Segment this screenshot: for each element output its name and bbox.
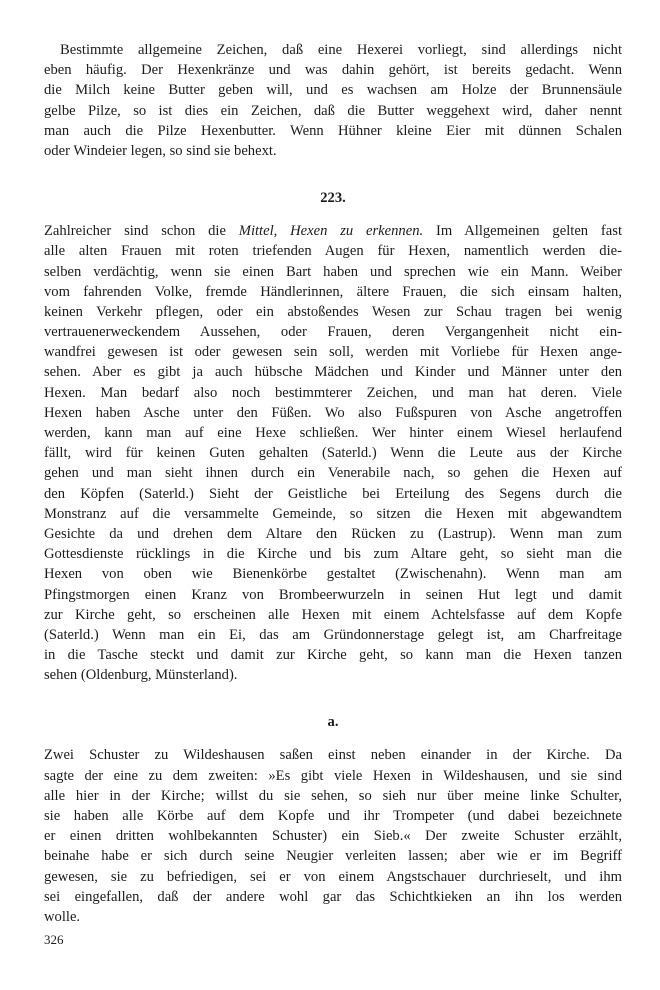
text-line: gewesen, sie zu befriedigen, sei er von einem Angstschauer durchrieselt, und ihm <box>44 868 622 885</box>
text-line: zur Kirche geht, so erscheinen alle Hexen mit einem Achtelsfasse auf dem Kopfe <box>44 606 622 623</box>
text-line: gehen und man sieht ihnen durch ein Venerabile nach, so gehen die Hexen auf <box>44 465 622 482</box>
text-line: Hexen von oben wie Bienenkörbe gestaltet (Zwischenahn). Wenn man am <box>44 566 622 583</box>
italic-phrase: Mittel, Hexen zu erkennen. <box>238 223 424 240</box>
text-line: werden, kann man auf eine Hexe schließen. Wer hinter einem Wiesel herlaufend <box>44 425 622 441</box>
text-line: Pfingstmorgen einen Kranz von Brombeerwurzeln in seinen Hut legt und damit <box>44 586 622 603</box>
text-line: alle hier in der Kirche; willst du sie sehen, so sieh nur über meine linke Schulter, <box>44 787 622 804</box>
text-segment: Im Allgemeinen gelten fast <box>423 223 622 240</box>
text-line: alle alten Frauen mit roten triefenden Augen für Hexen, namentlich werden die- <box>44 243 622 260</box>
text-line: Gesichte da und drehen dem Altare den Rücken zu (Lastrup). Wenn man zum <box>44 525 622 542</box>
text-line: sie haben alle Körbe auf dem Kopfe und ihr Trompeter (und dabei bezeichnete <box>44 808 622 824</box>
text-line: Bestimmte allgemeine Zeichen, daß eine Hexerei vorliegt, sind allerdings nicht <box>60 42 622 58</box>
section-letter-a: a. <box>327 714 339 731</box>
text-line: sehen (Oldenburg, Münsterland). <box>44 667 238 684</box>
text-line: Hexen haben Asche unter den Füßen. Wo also Fußspuren von Asche angetroffen <box>44 404 622 421</box>
text-line: selben verdächtig, wenn sie einen Bart haben und sprechen wie ein Mann. Weiber <box>44 263 622 280</box>
paragraph-hexerei-zeichen <box>44 40 622 161</box>
text-line: wandfrei gewesen ist oder gewesen sein soll, werden mit Vorliebe für Hexen ange- <box>44 344 622 361</box>
text-line: man auch die Pilze Hexenbutter. Wenn Hühner kleine Eier mit dünnen Schalen <box>44 122 622 139</box>
text-line: er einen dritten wohlbekannten Schuster) ein Sieb.« Der zweite Schuster erzählt, <box>44 828 622 845</box>
section-number-223: 223. <box>320 190 346 207</box>
text-line: oder Windeier legen, so sind sie behext. <box>44 142 277 159</box>
text-line: Hexen. Man bedarf also noch bestimmterer Zeichen, und man hat deren. Viele <box>44 384 622 401</box>
page-body <box>44 40 622 927</box>
text-line: vom fahrenden Volke, fremde Händlerinnen, ältere Frauen, die sich einsam halten, <box>44 283 622 300</box>
text-line: beinahe habe er sich durch seine Neugier verleiten lassen; aber wie er im Begriff <box>44 848 622 865</box>
text-segment: Zahlreicher sind schon die <box>44 223 239 240</box>
text-line: Gottesdienste rücklings in die Kirche und bis zum Altare geht, so sieht man die <box>44 546 622 563</box>
text-line: fällt, wird für keinen Guten gehalten (Saterld.) Wenn die Leute aus der Kirche <box>44 445 622 462</box>
paragraph-zwei-schuster <box>44 745 622 927</box>
text-line: sei eingefallen, daß der andere wohl gar das Schichtkieken an ihn los werden <box>44 888 622 905</box>
page-number: 326 <box>44 932 64 947</box>
text-line: in die Tasche steckt und damit zur Kirche geht, so kann man die Hexen tanzen <box>44 647 622 664</box>
text-line: eben häufig. Der Hexenkränze und was dahin gehört, ist bereits gedacht. Wenn <box>44 62 622 79</box>
text-line: die Milch keine Butter geben will, und es wachsen am Holze der Brunnensäule <box>44 82 622 99</box>
text-line: wolle. <box>44 908 81 925</box>
paragraph-mittel-hexen-erkennen <box>44 221 622 685</box>
text-line: vertrauenerweckendem Aussehen, oder Frauen, deren Vergangenheit nicht ein- <box>44 324 622 341</box>
text-line: (Saterld.) Wenn man ein Ei, das am Gründonnerstage gelegt ist, am Charfreitage <box>44 626 622 643</box>
text-line: gelbe Pilze, so ist dies ein Zeichen, daß die Butter weggehext wird, daher nennt <box>44 102 622 119</box>
text-line: den Köpfen (Saterld.) Sieht der Geistliche bei Erteilung des Segens durch die <box>44 485 622 502</box>
text-line <box>44 221 622 241</box>
text-line: Monstranz auf die versammelte Gemeinde, so sitzen die Hexen mit abgewandtem <box>44 505 622 522</box>
text-line: keinen Verkehr pflegen, oder ein abstoßendes Wesen zur Schau tragen bei wenig <box>44 303 622 320</box>
text-line: sagte der eine zu dem zweiten: »Es gibt viele Hexen in Wildeshausen, und sie sind <box>44 767 622 784</box>
text-line: sehen. Aber es gibt ja auch hübsche Mädchen und Kinder und Männer unter den <box>44 364 622 381</box>
text-line: Zwei Schuster zu Wildeshausen saßen einst neben einander in der Kirche. Da <box>44 747 622 764</box>
